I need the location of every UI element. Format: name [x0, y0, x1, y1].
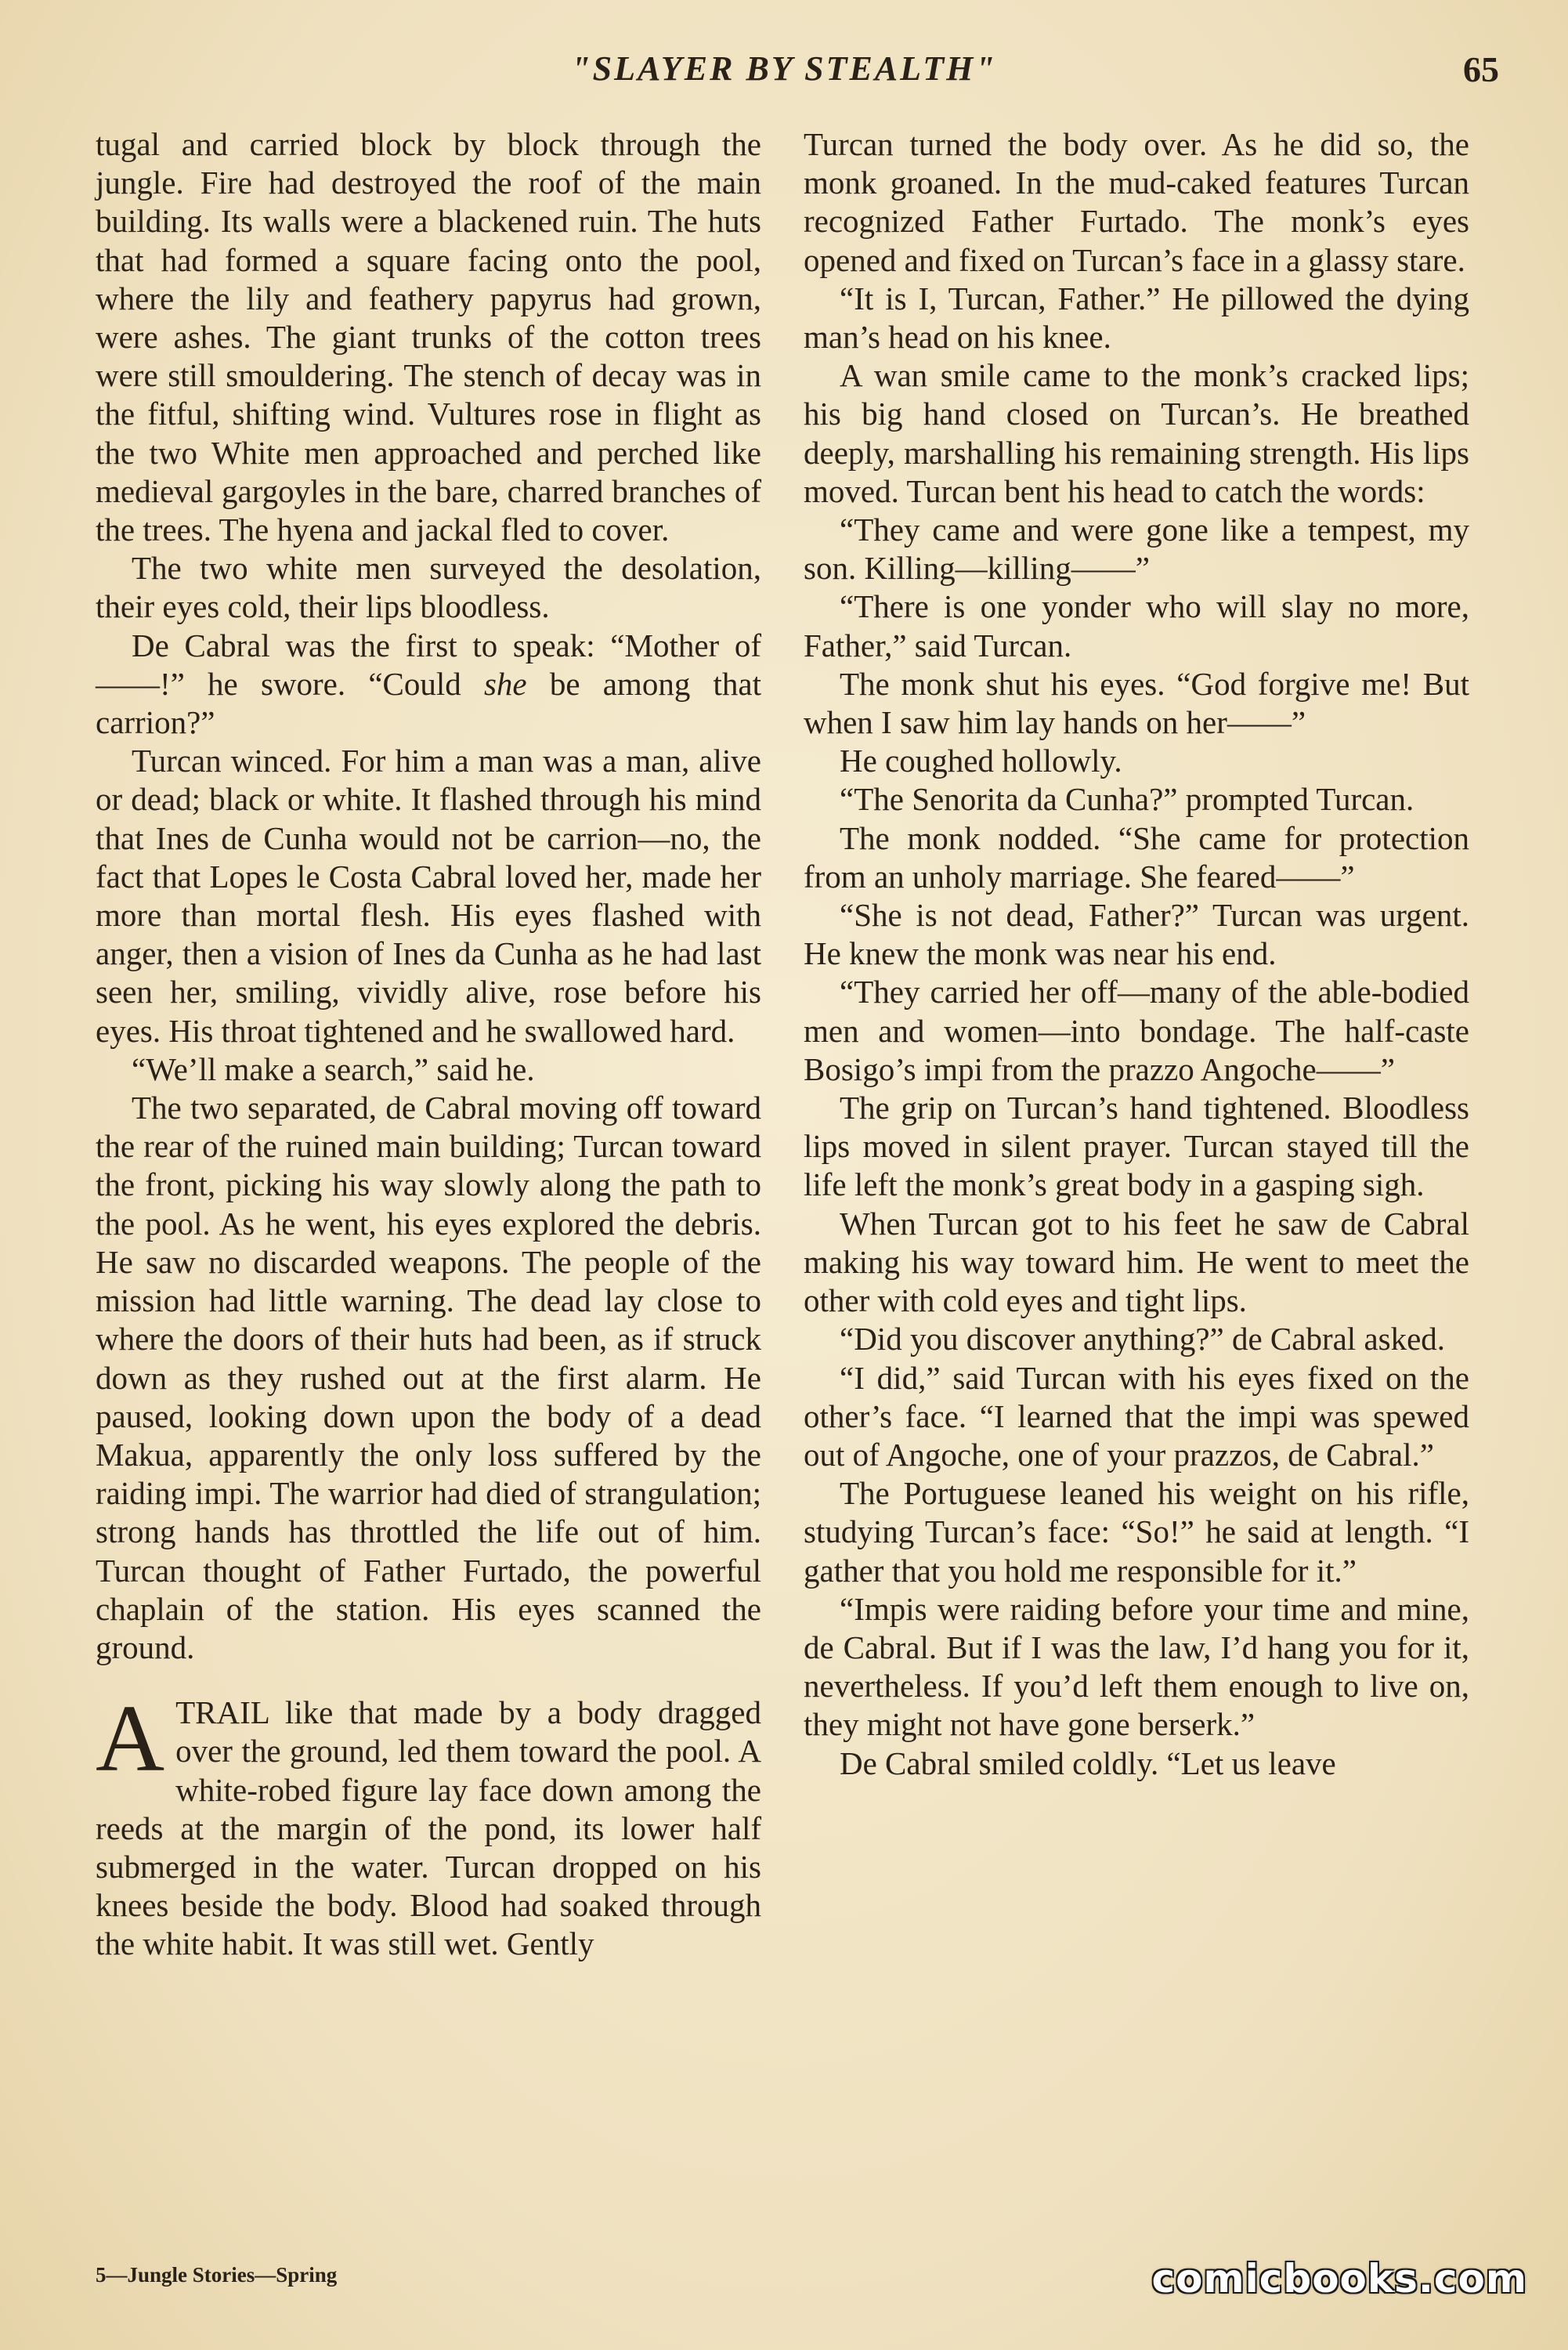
right-column — [804, 125, 1469, 1783]
left-column — [96, 125, 761, 1964]
paragraph: The monk shut his eyes. “God forgive me! But when I saw him lay hands on her——” — [804, 665, 1469, 741]
paragraph: Turcan turned the body over. As he did so, the monk groaned. In the mud-caked features Turcan recognized Father Furtado. The monk’s eyes opened and fixed on Turcan’s face in a glassy stare. — [804, 126, 1469, 278]
paragraph: “They came and were gone like a tempest, my son. Killing—killing——” — [804, 512, 1469, 587]
paragraph-text: be among that carrion?” — [96, 665, 761, 741]
paragraph: “There is one yonder who will slay no more, Father,” said Turcan. — [804, 588, 1469, 663]
watermark: comicbooks.com — [1151, 2256, 1527, 2301]
paragraph: The two white men surveyed the desolation, their eyes cold, their lips bloodless. — [96, 550, 761, 625]
drop-cap: A — [96, 1686, 165, 1792]
paragraph: “We’ll make a search,” said he. — [132, 1050, 535, 1087]
paragraph: Turcan winced. For him a man was a man, alive or dead; black or white. It flashed through his mind that Ines de Cunha would not be carrion—no, the fact that Lopes le Costa Cabral loved her, made her more than mortal flesh. His eyes flashed with anger, then a vision of Ines da Cunha as he had last seen her, smiling, vividly alive, rose before his eyes. His throat tightened and he swallowed hard. — [96, 743, 761, 1049]
paragraph-text: TRAIL like that made by a body dragged over the ground, led them toward the pool. A white-robed figure lay face down among the reeds at the margin of the pond, its lower half submerged in the water. Turcan dropped on his knees beside the body. Blood had soaked through the white habit. It was still wet. Gently — [96, 1694, 761, 1962]
paragraph: The Portuguese leaned his weight on his rifle, studying Turcan’s face: “So!” he said at length. “I gather that you hold me responsible for it.” — [804, 1475, 1469, 1589]
paragraph: “I did,” said Turcan with his eyes fixed on the other’s face. “I learned that the impi was spewed out of Angoche, one of your prazzos, de Cabral.” — [804, 1359, 1469, 1473]
paragraph-text: De Cabral was the first to speak: “Mother of——!” he swore. “Could — [96, 627, 761, 702]
story-title: "SLAYER BY STEALTH" — [571, 49, 997, 88]
emphasis-text: she — [483, 665, 527, 702]
paragraph — [96, 627, 761, 743]
running-head — [0, 49, 1568, 103]
paragraph: “Did you discover anything?” de Cabral asked. — [840, 1321, 1446, 1358]
footer-credit: 5—Jungle Stories—Spring — [96, 2263, 338, 2287]
paragraph: The monk nodded. “She came for protection from an unholy marriage. She feared——” — [804, 819, 1469, 895]
paragraph: tugal and carried block by block through the jungle. Fire had destroyed the roof of the main building. Its walls were a blackened ruin. The huts that had formed a square facing onto the pool, where the lily and feathery papyrus had grown, were ashes. The giant trunks of the cotton trees were still smouldering. The stench of decay was in the fitful, shifting wind. Vultures rose in flight as the two White men approached and perched like medieval gargoyles in the bare, charred branches of the trees. The hyena and jackal fled to cover. — [96, 126, 761, 548]
paragraph: “Impis were raiding before your time and mine, de Cabral. But if I was the law, I’d hang you for it, nevertheless. If you’d left them enough to live on, they might not have gone berserk.” — [804, 1590, 1469, 1743]
paragraph: When Turcan got to his feet he saw de Cabral making his way toward him. He went to meet the other with cold eyes and tight lips. — [804, 1205, 1469, 1319]
paragraph: “They carried her off—many of the able-bodied men and women—into bondage. The half-caste Bosigo’s impi from the prazzo Angoche——” — [804, 974, 1469, 1087]
paragraph: A wan smile came to the monk’s cracked lips; his big hand closed on Turcan’s. He breathed deeply, marshalling his remaining strength. His lips moved. Turcan bent his head to catch the words: — [804, 357, 1469, 509]
paragraph: “It is I, Turcan, Father.” He pillowed the dying man’s head on his knee. — [804, 280, 1469, 356]
paragraph: De Cabral smiled coldly. “Let us leave — [840, 1744, 1336, 1781]
paragraph: “The Senorita da Cunha?” prompted Turcan. — [840, 781, 1414, 818]
paragraph: The grip on Turcan’s hand tightened. Bloodless lips moved in silent prayer. Turcan stayed till the life left the monk’s great body in a gasping sigh. — [804, 1090, 1469, 1203]
page-number: 65 — [1463, 49, 1499, 89]
paragraph: The two separated, de Cabral moving off toward the rear of the ruined main building; Turcan toward the front, picking his way slowly along the path to the pool. As he went, his eyes explored the debris. He saw no discarded weapons. The people of the mission had little warning. The dead lay close to where the doors of their huts had been, as if struck down as they rushed out at the first alarm. He paused, looking down upon the body of a dead Makua, apparently the only loss suffered by the raiding impi. The warrior had died of strangulation; strong hands has throttled the life out of him. Turcan thought of Father Furtado, the powerful chaplain of the station. His eyes scanned the ground. — [96, 1090, 761, 1665]
paragraph: “She is not dead, Father?” Turcan was urgent. He knew the monk was near his end. — [804, 897, 1469, 972]
section-opening-paragraph — [96, 1686, 761, 1963]
paragraph: He coughed hollowly. — [840, 743, 1122, 779]
